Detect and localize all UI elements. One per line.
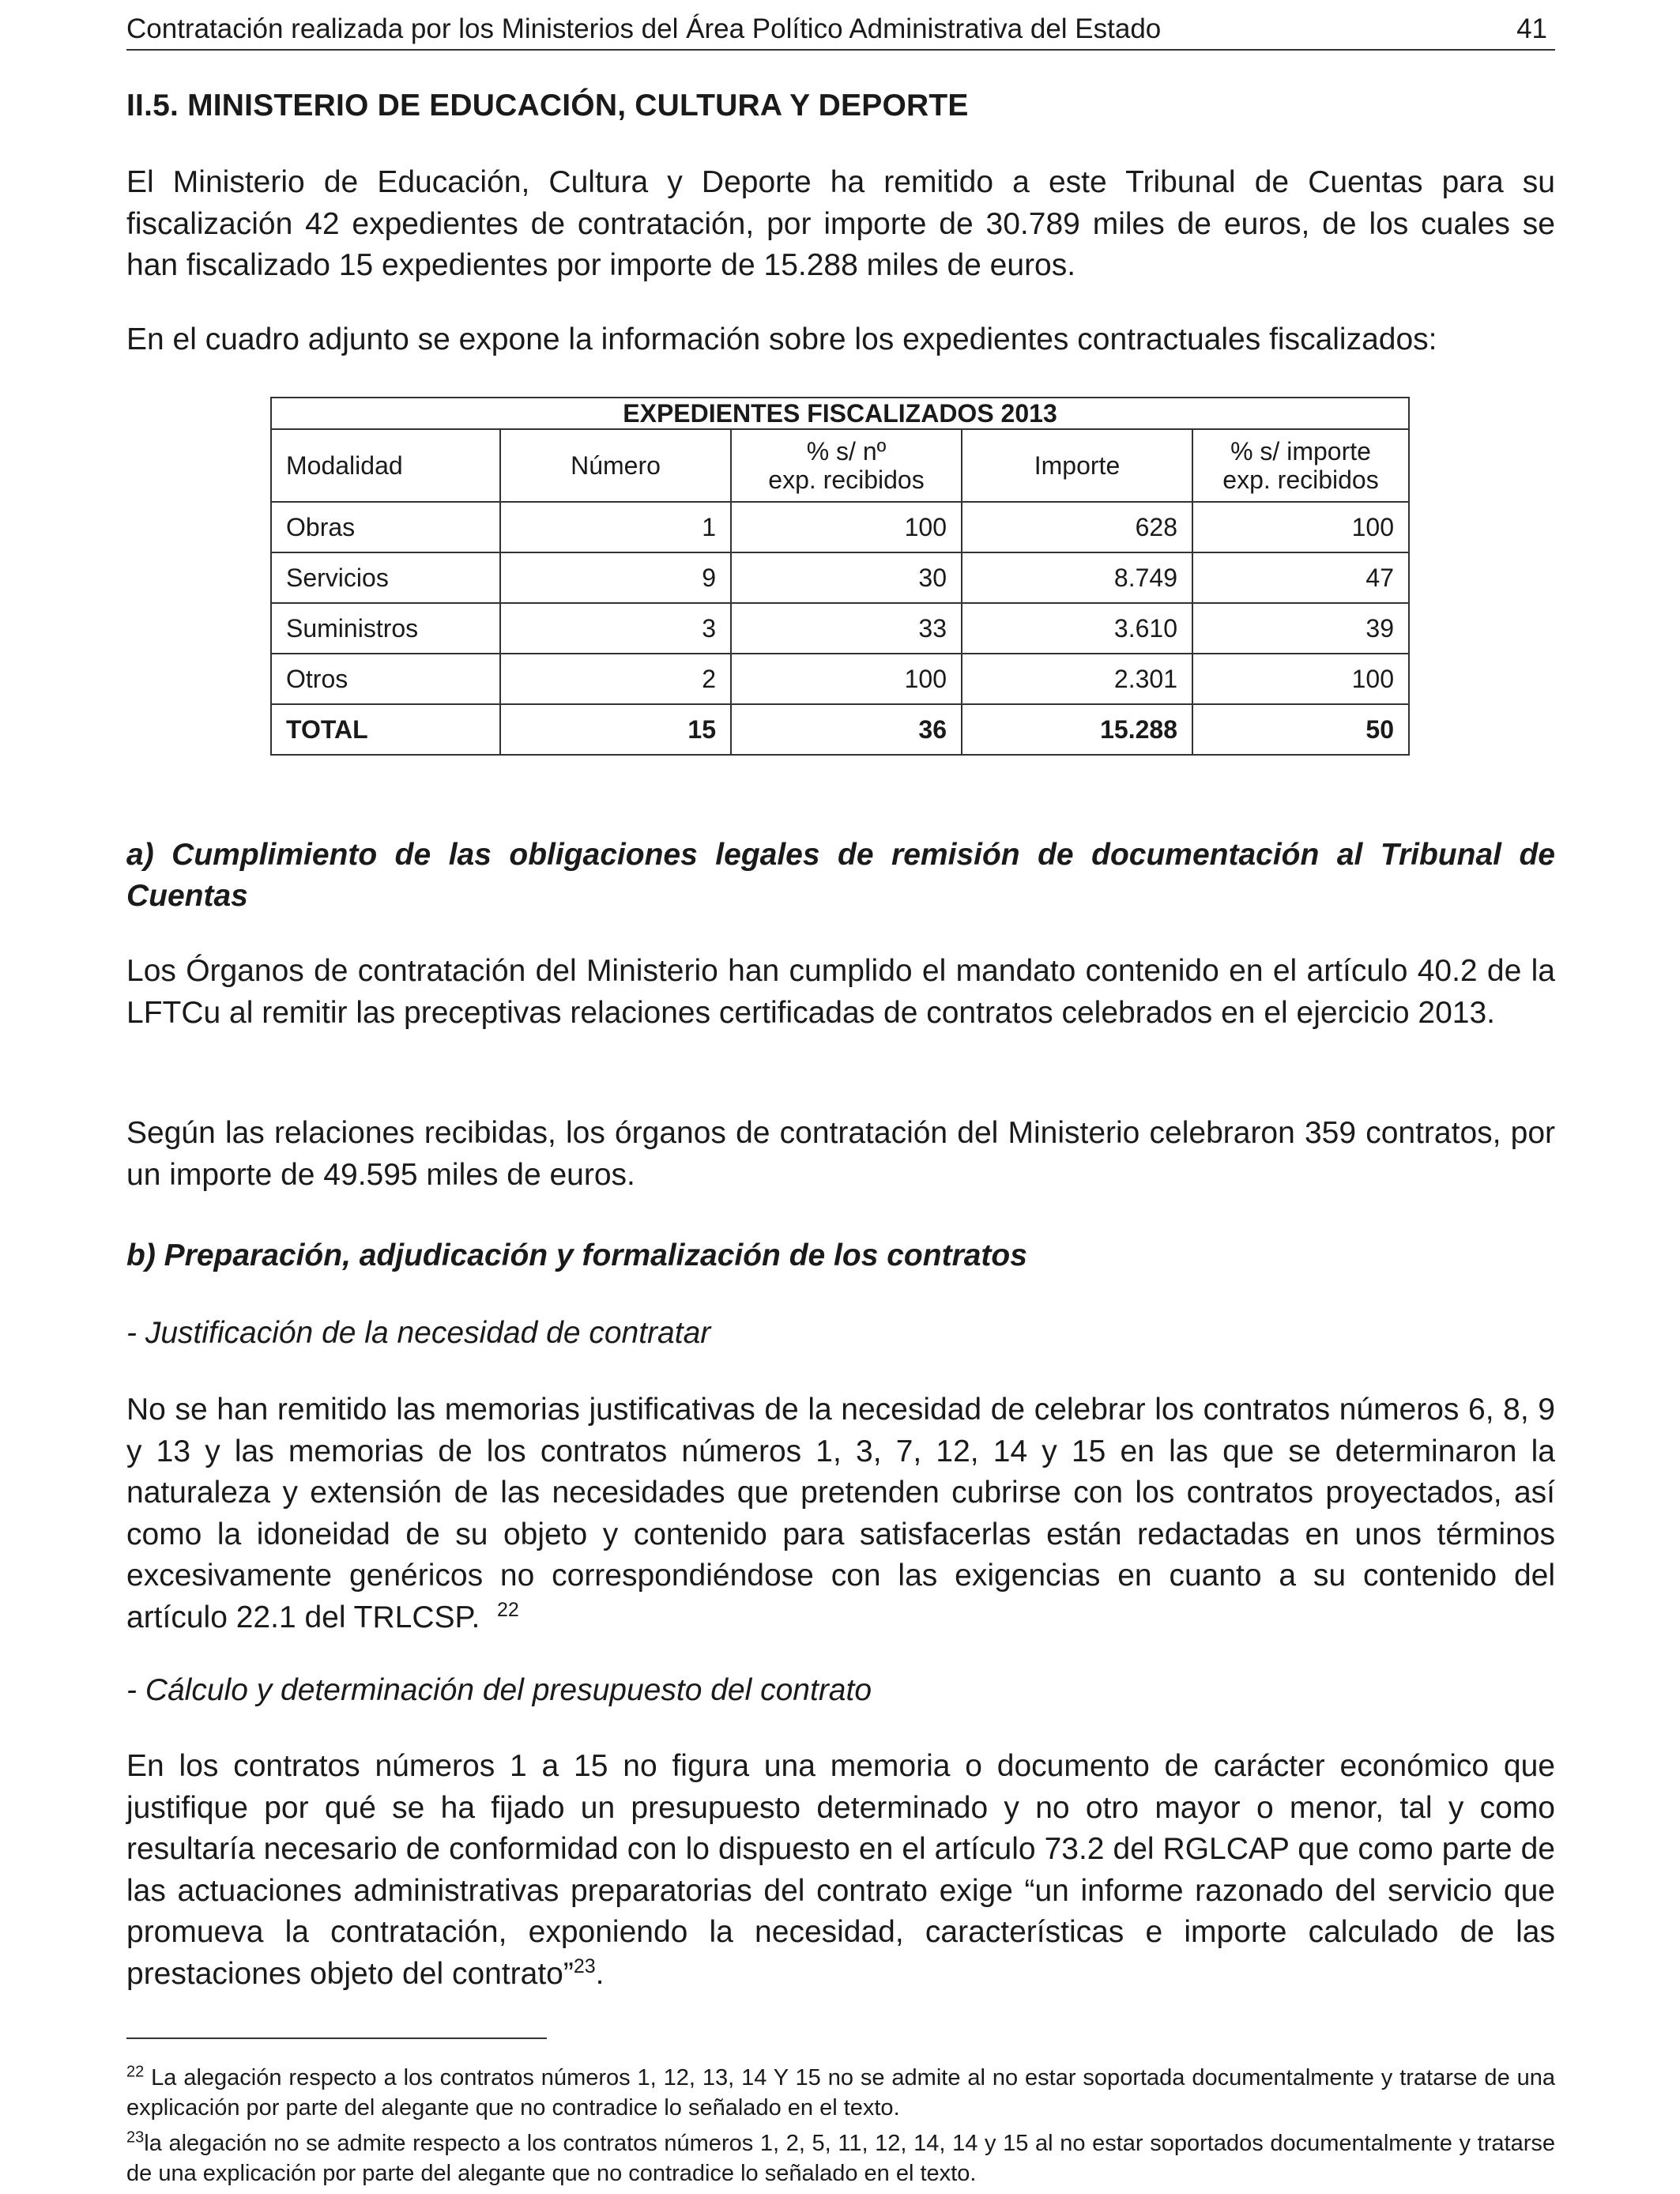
cell-modalidad: Obras	[271, 502, 500, 552]
table-row	[271, 603, 1409, 654]
running-header	[126, 9, 1555, 51]
table-row	[271, 654, 1409, 704]
header-pct-imp	[1192, 429, 1409, 502]
subsection-b-title: b) Preparación, adjudicación y formalización de los contratos	[126, 1238, 1027, 1272]
footnote-text: La alegación respecto a los contratos números 1, 12, 13, 14 Y 15 no se admite al no estar soportada documentalmente y tratarse de una explicación por parte del alegante que no contradice lo señalado en el texto.	[126, 2065, 1555, 2120]
cell-pct-imp: 100	[1192, 502, 1409, 552]
cell-pct-imp: 47	[1192, 552, 1409, 603]
header-importe: Importe	[962, 429, 1192, 502]
cell-numero: 1	[500, 502, 731, 552]
footnote-number: 22	[126, 2063, 145, 2081]
header-pct-exp	[731, 429, 962, 502]
header-modalidad: Modalidad	[271, 429, 500, 502]
footnote-22	[126, 2063, 1555, 2123]
table-intro-paragraph: En el cuadro adjunto se expone la información sobre los expedientes contractuales fiscalizados:	[126, 322, 1437, 356]
cell-pct-exp: 30	[731, 552, 962, 603]
cell-importe: 628	[962, 502, 1192, 552]
header-pct-exp-line1: % s/ nº	[806, 437, 887, 466]
table-total-row	[271, 704, 1409, 755]
section-title: II.5. MINISTERIO DE EDUCACIÓN, CULTURA Y DEPORTE	[126, 89, 969, 123]
footnote-23	[126, 2128, 1555, 2188]
total-importe: 15.288	[962, 704, 1192, 755]
subsection-a-paragraph-2: Según las relaciones recibidas, los órganos de contratación del Ministerio celebraron 359 contratos, por un importe de 49.595 miles de euros.	[126, 1116, 1555, 1192]
table-header-row	[271, 429, 1409, 502]
subsection-b-paragraph-2	[126, 1746, 1555, 1995]
intro-paragraph: El Ministerio de Educación, Cultura y Deporte ha remitido a este Tribunal de Cuentas para su fiscalización 42 expedientes de contratación, por importe de 30.789 miles de euros, de los cuales se han fiscalizado 15 expedientes por importe de 15.288 miles de euros.	[126, 165, 1555, 282]
cell-importe: 8.749	[962, 552, 1192, 603]
cell-numero: 3	[500, 603, 731, 654]
header-pct-exp-line2: exp. recibidos	[768, 466, 925, 494]
header-title: Contratación realizada por los Ministerios del Área Político Administrativa del Estado	[126, 13, 1162, 44]
cell-pct-exp: 100	[731, 502, 962, 552]
total-numero: 15	[500, 704, 731, 755]
paragraph-text: En los contratos números 1 a 15 no figura una memoria o documento de carácter económico que justifique por qué se ha fijado un presupuesto determinado y no otro mayor o menor, tal y como resultaría necesario de conformidad con lo dispuesto en el artículo 73.2 del RGLCAP que como parte de las actuaciones administrativas preparatorias del contrato exige “un informe razonado del servicio que promueva la contratación, exponiendo la necesidad, características e importe calculado de las prestaciones objeto del contrato”	[126, 1749, 1555, 1991]
subsection-b-heading-1: - Justificación de la necesidad de contratar	[126, 1316, 711, 1350]
footnote-separator	[126, 2038, 547, 2039]
page-number: 41	[1516, 13, 1547, 44]
footnote-ref-23[interactable]: 23	[573, 1955, 596, 1977]
expedientes-table	[270, 397, 1410, 756]
header-numero: Número	[500, 429, 731, 502]
header-pct-imp-line1: % s/ importe	[1230, 437, 1371, 466]
cell-numero: 2	[500, 654, 731, 704]
table-row	[271, 552, 1409, 603]
footnote-ref-22[interactable]: 22	[497, 1598, 519, 1621]
cell-pct-imp: 100	[1192, 654, 1409, 704]
footnote-text: la alegación no se admite respecto a los contratos números 1, 2, 5, 11, 12, 14, 14 y 15 al no estar soportados documentalmente y tratarse de una explicación por parte del alegante que no contradice lo señalado en el texto.	[126, 2131, 1555, 2186]
cell-pct-imp: 39	[1192, 603, 1409, 654]
paragraph-end: .	[595, 1956, 605, 1991]
header-pct-imp-line2: exp. recibidos	[1222, 466, 1379, 494]
total-label: TOTAL	[271, 704, 500, 755]
subsection-b-paragraph-1	[126, 1389, 1555, 1638]
cell-modalidad: Servicios	[271, 552, 500, 603]
subsection-a-title: a) Cumplimiento de las obligaciones legales de remisión de documentación al Tribunal de Cuentas	[126, 838, 1555, 913]
cell-modalidad: Suministros	[271, 603, 500, 654]
table-caption: EXPEDIENTES FISCALIZADOS 2013	[271, 398, 1409, 429]
paragraph-text: No se han remitido las memorias justificativas de la necesidad de celebrar los contratos números 6, 8, 9 y 13 y las memorias de los contratos números 1, 3, 7, 12, 14 y 15 en las que se determinaron la naturaleza y extensión de las necesidades que pretenden cubrirse con los contratos proyectados, así como la idoneidad de su objeto y contenido para satisfacerlas están redactadas en unos términos excesivamente genéricos no correspondiéndose con las exigencias en cuanto a su contenido del artículo 22.1 del TRLCSP.	[126, 1393, 1555, 1634]
cell-importe: 2.301	[962, 654, 1192, 704]
footnote-number: 23	[126, 2128, 145, 2147]
total-pct-imp: 50	[1192, 704, 1409, 755]
cell-pct-exp: 100	[731, 654, 962, 704]
table-row	[271, 502, 1409, 552]
subsection-b-heading-2: - Cálculo y determinación del presupuesto del contrato	[126, 1673, 872, 1707]
cell-pct-exp: 33	[731, 603, 962, 654]
subsection-a-paragraph-1: Los Órganos de contratación del Ministerio han cumplido el mandato contenido en el artículo 40.2 de la LFTCu al remitir las preceptivas relaciones certificadas de contratos celebrados en el ejercicio 2013.	[126, 954, 1555, 1030]
total-pct-exp: 36	[731, 704, 962, 755]
cell-modalidad: Otros	[271, 654, 500, 704]
cell-importe: 3.610	[962, 603, 1192, 654]
cell-numero: 9	[500, 552, 731, 603]
